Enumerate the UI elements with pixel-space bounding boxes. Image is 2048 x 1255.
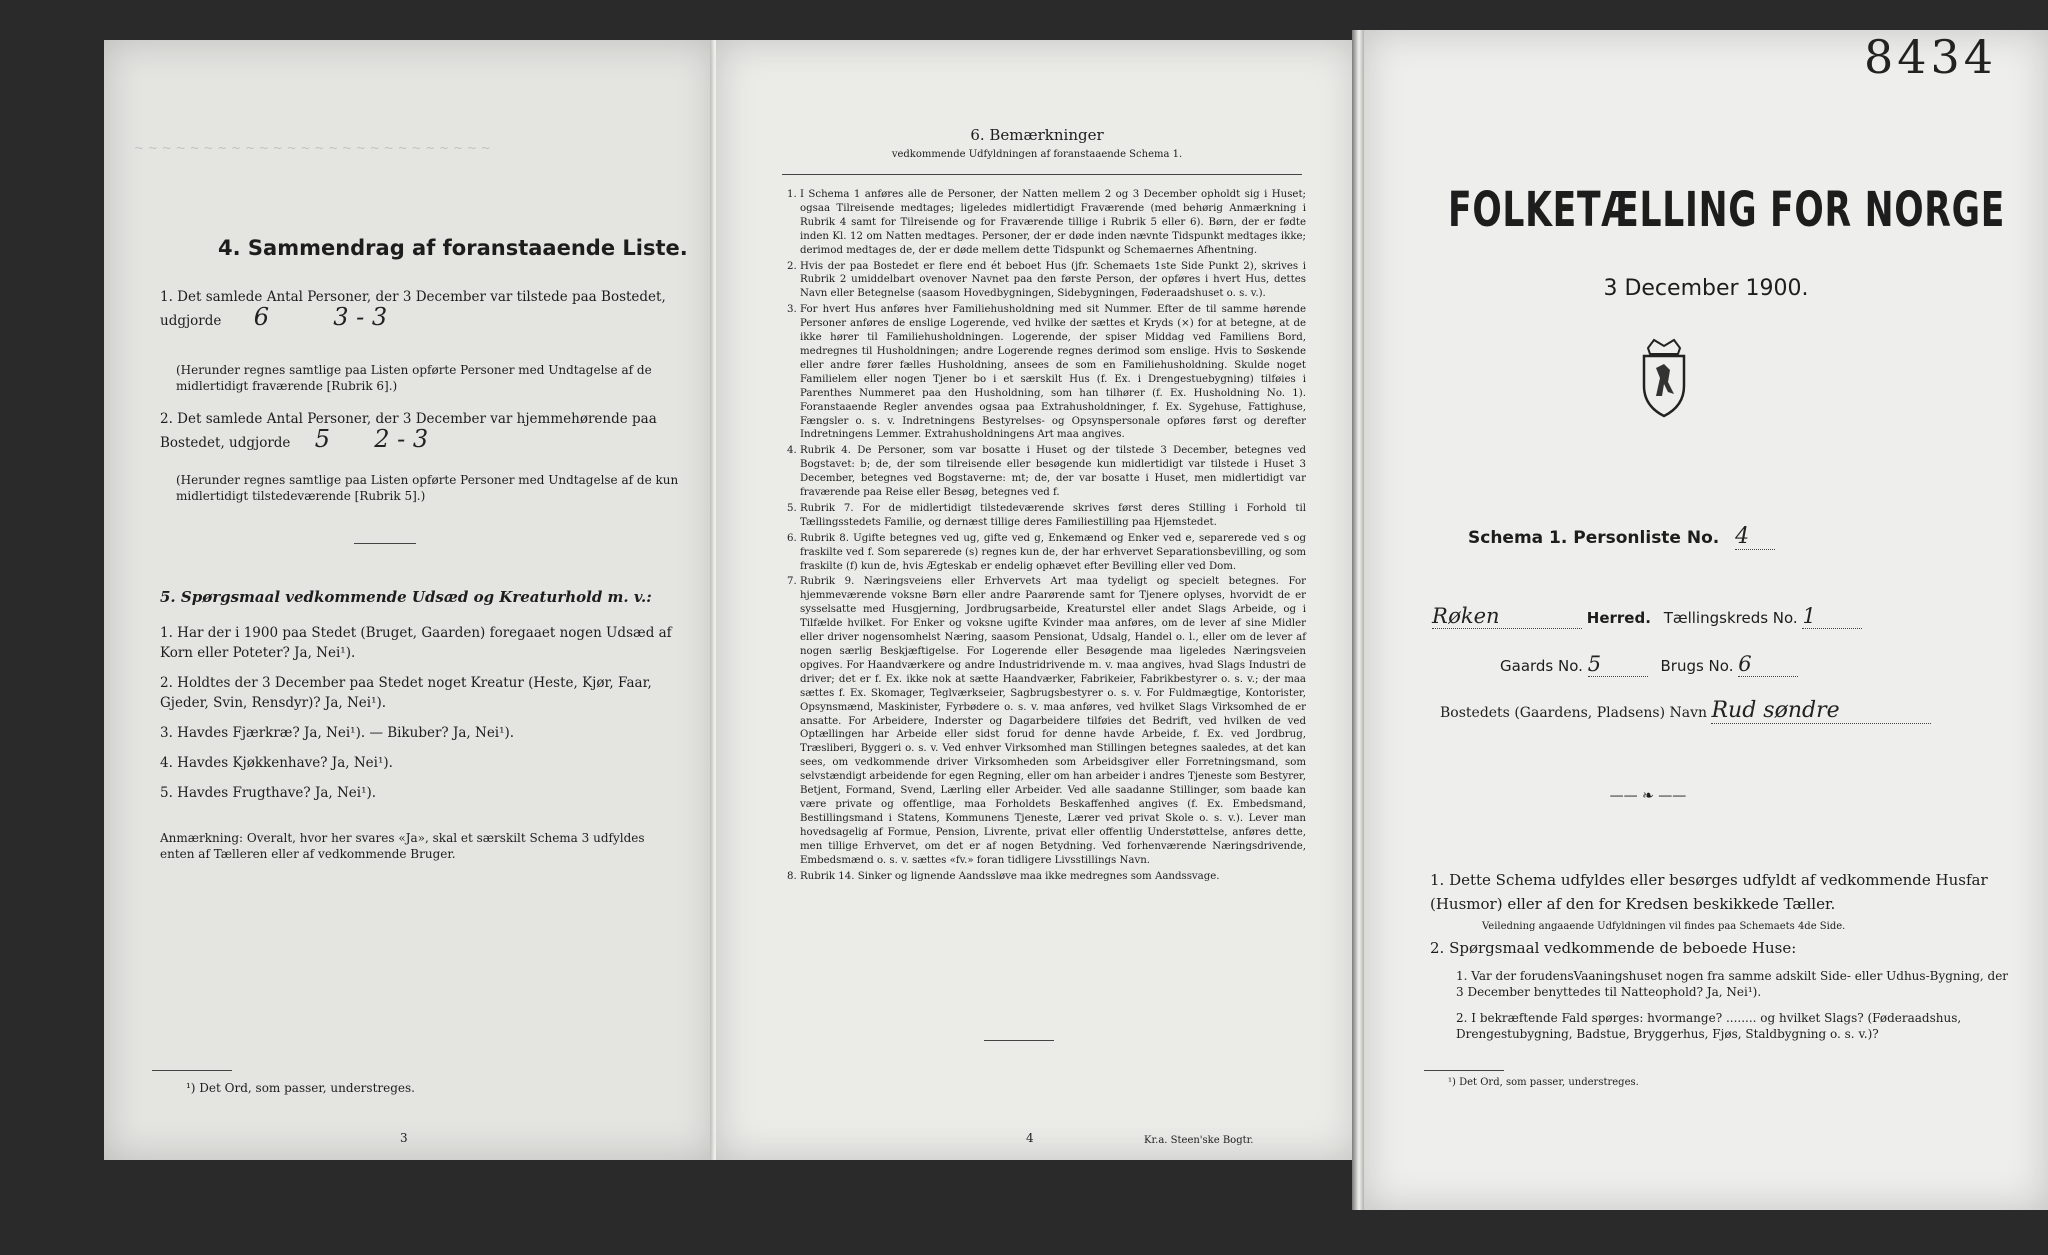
kreds-label: Tællingskreds No. [1663,609,1798,627]
norway-crest-icon [1634,338,1694,418]
footnote: ¹) Det Ord, som passer, understreges. [186,1081,415,1095]
herred-label: Herred. [1586,609,1651,627]
note-2: 2. Hvis der paa Bostedet er flere end ét beboet Hus (jfr. Schemaets 1ste Side Punkt 2), skrives i Rubrik 2 umiddelbart ovenover Navnet paa den første Person, der opføres i hvert Hus, dettes Navn eller Betegnelse (saasom Hovedbygningen, Sidebygningen, Føderaadshuset o. s. v.). [800,260,1306,302]
instruction-2-q2: 2. I bekræftende Fald spørges: hvormange? ........ og hvilket Slags? (Føderaadshus, Drengestubygning, Badstue, Bryggerhus, Fjøs, Staldbygning o. s. v.)? [1456,1011,1962,1041]
question-5: 5. Havdes Frugthave? Ja, Nei¹). [160,785,377,801]
item2-text: 2. Det samlede Antal Personer, der 3 December var hjemmehørende paa Bostedet, udgjorde [160,411,657,451]
brugs-value: 6 [1738,652,1798,677]
brugs-label: Brugs No. [1660,657,1734,675]
footnote: ¹) Det Ord, som passer, understreges. [1448,1077,1639,1088]
bosted-label: Bostedets (Gaardens, Pladsens) Navn [1440,705,1708,721]
archive-number: 8434 [1864,30,1998,84]
ornament-divider: —— ❧ —— [1609,788,1687,804]
bosted-value: Rud søndre [1711,698,1931,724]
note-8: 8. Rubrik 14. Sinker og lignende Aandssløve maa ikke medregnes som Aandssvage. [800,870,1306,884]
schema-line [1468,524,1775,550]
section5-title: 5. Spørgsmaal vedkommende Udsæd og Kreaturhold m. v.: [160,588,652,606]
bleed-through-text: ~ ~ ~ ~ ~ ~ ~ ~ ~ ~ ~ ~ ~ ~ ~ ~ ~ ~ ~ ~ ~ ~ ~ ~ ~ ~ [134,141,491,155]
question-1: 1. Har der i 1900 paa Stedet (Bruget, Gaarden) foregaaet nogen Udsæd af Korn eller Poteter? Ja, Nei¹). [160,625,672,661]
note-6: 6. Rubrik 8. Ugifte betegnes ved ug, gifte ved g, Enkemænd og Enker ved e, separerede ved s og fraskilte ved f. Som separerede (s) regnes kun de, der har erhvervet Separationsbevilling, og som fraskilte (f) kun de, hvis Ægteskab er endelig ophævet efter Bevilling eller ved Dom. [800,532,1306,574]
page-left [104,40,716,1160]
divider [354,543,416,544]
gaards-value: 5 [1588,652,1648,677]
item1 [160,288,680,331]
note-7: 7. Rubrik 9. Næringsveiens eller Erhvervets Art maa tydeligt og specielt betegnes. For hjemmeværende voksne Børn eller andre Paarørende samt for Tjenere oplyses, hvorvidt de er sysselsatte med Husgjerning, Jordbrugsarbeide, Kreaturstel eller andet Slags Arbeide, og i Tilfælde hvilket. For Enker og voksne ugifte Kvinder maa anføres, om de lever af sine Midler eller driver nogensomhelst Næring, saasom Pensionat, Udsalg, Handel o. l., eller om de lever af nogen særlig Beskjæftigelse. For Logerende eller Besøgende maa ligeledes Næringsveien opgives. For Haandværkere og andre Industridrivende m. v. maa angives, hvad Slags Industri de driver; det er f. Ex. ikke nok at sætte Haandværker, Fabrikeier, Fabrikbestyrer o. s. v.; der maa sættes f. Ex. Skomager, Teglværkseier, Sagbrugsbestyrer o. s. v. For Fuldmægtige, Kontorister, Opsynsmænd, Maskinister, Fyrbødere o. s. v. maa anføres, ved hvilket Slags Virksomhed de er ansatte. For Arbeidere, Inderster og Dagarbeidere tilføies det Bedrift, ved hvilken de ved Optællingen har Arbeide eller sidst forud for denne havde Arbeide, f. Ex. ved Jordbrug, Træsliberi, Byggeri o. s. v. Ved enhver Virksomhed man Stillingen betegnes saaledes, at det kan sees, om vedkommende driver Virksomheden som Arbeidsgiver eller Forretningsmand, som selvstændigt arbeidende for egen Regning, eller om han arbeider i andres Tjeneste som Bestyrer, Betjent, Formand, Svend, Lærling eller Arbeider. Ved alle saadanne Stillinger, som baade kan være private og offentlige, maa Forholdets Beskaffenhed angives (f. Ex. Embedsmand, Bestillingsmand i Statens, Kommunens Tjeneste, Lærer ved privat Skole o. s. v.). Lever man hovedsagelig af Formue, Pension, Livrente, privat eller offentlig Understøttelse, anføres dette, men tillige Erhvervet, om det er af nogen Betydning. Ved forhenværende Næringsdrivende, Embedsmænd o. s. v. sættes «fv.» foran tidligere Livsstillings Navn. [800,575,1306,867]
note-1: 1. I Schema 1 anføres alle de Personer, der Natten mellem 2 og 3 December opholdt sig i Huset; ogsaa Tilreisende medtages; ligeledes midlertidigt Fraværende (med behørig Anmærkning i Rubrik 4 samt for Tilreisende og for Fraværende tillige i Rubrik 5 eller 6). Børn, der er fødte inden Kl. 12 om Natten medtages. Personer, der er døde inden nævnte Tidspunkt medtages ikke; derimod medtages de, der er døde mellem dette Tidspunkt og Schemaernes Afhentning. [800,188,1306,258]
item1-split: 3 - 3 [333,302,388,331]
page-right [1364,30,2048,1210]
section6-subtitle: vedkommende Udfyldningen af foranstaaende Schema 1. [891,149,1183,160]
herred-line [1432,604,2022,629]
item2-split: 2 - 3 [374,424,429,453]
personliste-no: 4 [1735,524,1775,550]
herred-value: Røken [1432,604,1582,629]
printer-mark: Kr.a. Steen'ske Bogtr. [1144,1135,1254,1146]
end-rule [984,1040,1054,1041]
section6-title: 6. Bemærkninger [970,126,1104,144]
item2-total: 5 [314,424,330,453]
gaards-label: Gaards No. [1500,657,1583,675]
schema-label: Schema 1. Personliste No. [1468,528,1720,548]
notes-list [776,188,1306,885]
header-rule [782,174,1302,175]
item1-text: 1. Det samlede Antal Personer, der 3 December var tilstede paa Bostedet, udgjorde [160,289,666,329]
question-2: 2. Holdtes der 3 December paa Stedet noget Kreatur (Heste, Kjør, Faar, Gjeder, Svin, Rensdyr)? Ja, Nei¹). [160,675,652,711]
note-5: 5. Rubrik 7. For de midlertidigt tilstedeværende skrives først deres Stilling i Forhold til Tællingsstedets Familie, og dernæst tillige deres Familiestilling paa Hjemstedet. [800,502,1306,530]
item2-note: (Herunder regnes samtlige paa Listen opførte Personer med Undtagelse af de kun midlertidigt tilstedeværende [Rubrik 5].) [176,473,679,503]
instruction-1-note: Veiledning angaaende Udfyldningen vil findes paa Schemaets 4de Side. [1482,921,1846,932]
item2 [160,410,680,453]
page-number: 3 [400,1131,408,1145]
item1-total: 6 [253,302,269,331]
kreds-value: 1 [1802,604,1862,629]
note-4: 4. Rubrik 4. De Personer, som var bosatte i Huset og der tilstede 3 December, betegnes ved Bogstavet: b; de, der som tilreisende eller besøgende kun midlertidigt var tilstede i Huset 3 December, betegnes ved Bogstaverne: mt; de, der var bosatte i Huset, men midlertidigt var fraværende paa Reise eller Besøg, betegnes ved f. [800,444,1306,500]
question-4: 4. Havdes Kjøkkenhave? Ja, Nei¹). [160,755,393,771]
footnote-rule [152,1070,232,1071]
page-middle [716,40,1358,1160]
instruction-2-q1: 1. Var der forudensVaaningshuset nogen fra samme adskilt Side- eller Udhus-Bygning, der 3 December benyttedes til Natteophold? Ja, Nei¹). [1456,969,2009,999]
footnote-rule [1424,1070,1504,1071]
census-date: 3 December 1900. [1603,276,1809,301]
bosted-line [1440,698,2030,724]
page-number: 4 [1026,1131,1034,1145]
note-3: 3. For hvert Hus anføres hver Familiehusholdning med sit Nummer. Efter de til samme hørende Personer anføres de enslige Logerende, ved hvilke der sættes et Kryds (×) for at betegne, at de ikke hører til Familiehusholdningen. Logerende, der spiser Middag ved Familiens Bord, medregnes til Husholdningen; andre Logerende regnes derimod som enslige. Hvis to Søskende eller andre fører fælles Husholdning, ansees de som en Familiehusholdning. Skulde noget Familielem eller nogen Tjener bo i et særskilt Hus (f. Ex. i Drengestuebygning) tilføies i Parenthes Nummeret paa den Husholdning, som han tilhører (f. Ex. Husholdning No. 1). Foranstaaende Regler anvendes ogsaa paa Extrahusholdninger, f. Ex. Sygehuse, Fattighuse, Fængsler o. s. v. Indretningens Bestyrelses- og Opsynspersonale opføres først og derefter Indretningens Lemmer. Extrahusholdningens Art maa angives. [800,303,1306,442]
remark: Anmærkning: Overalt, hvor her svares «Ja», skal et særskilt Schema 3 udfyldes enten af Tælleren eller af vedkommende Bruger. [160,831,645,861]
item1-note: (Herunder regnes samtlige paa Listen opførte Personer med Undtagelse af de midlertidigt fraværende [Rubrik 6].) [176,363,652,393]
document-title: FOLKETÆLLING FOR NORGE [1448,182,2006,238]
gaards-line [1500,652,1798,677]
question-3: 3. Havdes Fjærkræ? Ja, Nei¹). — Bikuber? Ja, Nei¹). [160,725,515,741]
instruction-1: 1. Dette Schema udfyldes eller besørges udfyldt af vedkommende Husfar (Husmor) eller af den for Kredsen beskikkede Tæller. [1430,871,1988,913]
section4-title: 4. Sammendrag af foranstaaende Liste. [218,236,688,260]
instruction-2: 2. Spørgsmaal vedkommende de beboede Huse: [1430,939,1797,957]
